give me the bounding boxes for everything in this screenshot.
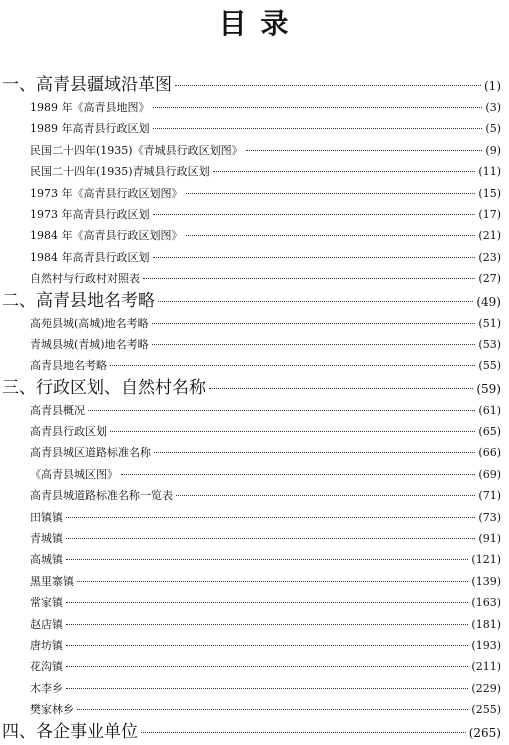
entry-title: 1973 年《高青县行政区划图》 <box>30 186 183 200</box>
toc-entry-3-14[interactable] <box>0 678 509 699</box>
entry-title: 青城镇 <box>30 532 63 546</box>
page-number: (61) <box>478 403 501 417</box>
entry-title: 高青县城区道路标准名称 <box>30 446 151 460</box>
dot-leader <box>66 688 468 689</box>
toc-entry-3-6[interactable] <box>0 507 509 528</box>
dot-leader <box>186 235 476 236</box>
page-number: (49) <box>476 294 501 309</box>
toc-entry-1-7[interactable] <box>0 225 509 246</box>
dot-leader <box>186 193 476 194</box>
page-number: (121) <box>471 553 501 567</box>
dot-leader <box>143 278 475 279</box>
toc-entry-2-2[interactable] <box>0 334 509 355</box>
page-number: (193) <box>471 638 501 652</box>
table-of-contents <box>0 74 509 744</box>
toc-entry-1-3[interactable] <box>0 140 509 161</box>
page-number: (23) <box>478 250 501 264</box>
dot-leader <box>152 323 476 324</box>
toc-entry-1-6[interactable] <box>0 204 509 225</box>
page-number: (139) <box>471 574 501 588</box>
entry-title: 樊家林乡 <box>30 703 74 717</box>
dot-leader <box>77 709 468 710</box>
dot-leader <box>66 624 468 625</box>
dot-leader <box>66 602 468 603</box>
section-title: 四、各企事业单位 <box>2 721 138 742</box>
toc-entry-1-4[interactable] <box>0 161 509 182</box>
entry-title: 民国二十四年(1935)青城县行政区划 <box>30 165 210 179</box>
entry-title: 高青县行政区划 <box>30 425 107 439</box>
toc-entry-1-9[interactable] <box>0 268 509 289</box>
page-number: (255) <box>471 703 501 717</box>
page-number: (73) <box>478 510 501 524</box>
page-number: (55) <box>478 359 501 373</box>
toc-section-3[interactable] <box>0 377 509 400</box>
dot-leader <box>153 107 483 108</box>
toc-entry-3-11[interactable] <box>0 614 509 635</box>
dot-leader <box>153 257 476 258</box>
page-number: (59) <box>476 381 501 396</box>
entry-title: 常家镇 <box>30 596 63 610</box>
toc-entry-3-1[interactable] <box>0 400 509 421</box>
entry-title: 1973 年高青县行政区划 <box>30 207 150 221</box>
entry-title: 民国二十四年(1935)《青城县行政区划图》 <box>30 143 243 157</box>
page-number: (65) <box>478 425 501 439</box>
toc-entry-3-10[interactable] <box>0 592 509 613</box>
dot-leader <box>77 581 468 582</box>
entry-title: 高青县地名考略 <box>30 359 107 373</box>
page-number: (1) <box>484 79 501 93</box>
entry-title: 高青县城道路标准名称一览表 <box>30 489 173 503</box>
page-number: (21) <box>478 229 501 243</box>
entry-title: 青城县城(青城)地名考略 <box>30 337 149 351</box>
dot-leader <box>66 559 468 560</box>
section-title: 一、高青县疆域沿革图 <box>2 75 172 95</box>
page-number: (69) <box>478 467 501 481</box>
dot-leader <box>176 495 475 496</box>
dot-leader <box>121 474 475 475</box>
toc-entry-1-2[interactable] <box>0 118 509 139</box>
toc-entry-3-12[interactable] <box>0 635 509 656</box>
dot-leader <box>110 431 475 432</box>
page-number: (229) <box>471 681 501 695</box>
entry-title: 《高青县城区图》 <box>30 467 118 481</box>
page-number: (53) <box>478 337 501 351</box>
dot-leader <box>88 410 475 411</box>
page-number: (17) <box>478 207 501 221</box>
entry-title: 1984 年《高青县行政区划图》 <box>30 229 183 243</box>
toc-entry-1-5[interactable] <box>0 183 509 204</box>
dot-leader <box>246 150 483 151</box>
entry-title: 1989 年高青县行政区划 <box>30 122 150 136</box>
entry-title: 1989 年《高青县地图》 <box>30 101 150 114</box>
page-number: (91) <box>478 532 501 546</box>
dot-leader <box>153 214 476 215</box>
section-title: 二、高青县地名考略 <box>2 290 155 311</box>
page-title: 目 录 <box>218 7 291 40</box>
dot-leader <box>213 171 476 172</box>
entry-title: 赵店镇 <box>30 617 63 631</box>
dot-leader <box>66 517 475 518</box>
entry-title: 花沟镇 <box>30 660 63 674</box>
toc-entry-3-7[interactable] <box>0 528 509 549</box>
page-number: (163) <box>471 596 501 610</box>
toc-section-2[interactable] <box>0 290 509 313</box>
dot-leader <box>141 732 466 733</box>
entry-title: 1984 年高青县行政区划 <box>30 250 150 264</box>
toc-entry-2-3[interactable] <box>0 355 509 376</box>
entry-title: 田镇镇 <box>30 510 63 524</box>
entry-title: 黑里寨镇 <box>30 574 74 588</box>
section-title: 三、行政区划、自然村名称 <box>2 377 206 398</box>
dot-leader <box>175 85 481 86</box>
toc-entry-3-13[interactable] <box>0 656 509 677</box>
dot-leader <box>66 538 475 539</box>
page-number: (211) <box>471 660 501 674</box>
entry-title: 自然村与行政村对照表 <box>30 272 140 286</box>
dot-leader <box>110 365 475 366</box>
entry-title: 高苑县城(高城)地名考略 <box>30 316 149 330</box>
dot-leader <box>153 128 483 129</box>
toc-entry-2-1[interactable] <box>0 313 509 334</box>
dot-leader <box>209 388 473 389</box>
toc-section-1[interactable] <box>0 74 509 97</box>
page-number: (11) <box>478 165 501 179</box>
toc-entry-3-2[interactable] <box>0 421 509 442</box>
dot-leader <box>66 666 468 667</box>
page-number: (3) <box>485 101 501 114</box>
dot-leader <box>152 344 476 345</box>
page-number: (66) <box>478 446 501 460</box>
page-number: (9) <box>485 143 501 157</box>
page-number: (51) <box>478 316 501 330</box>
entry-title: 木李乡 <box>30 681 63 695</box>
toc-entry-3-3[interactable] <box>0 442 509 463</box>
entry-title: 高青县概况 <box>30 403 85 417</box>
toc-entry-3-9[interactable] <box>0 571 509 592</box>
page-number: (265) <box>468 725 501 740</box>
toc-entry-3-15[interactable] <box>0 699 509 720</box>
page-number: (181) <box>471 617 501 631</box>
entry-title: 唐坊镇 <box>30 638 63 652</box>
page-number: (27) <box>478 272 501 286</box>
dot-leader <box>158 301 473 302</box>
dot-leader <box>66 645 468 646</box>
toc-section-4[interactable] <box>0 721 509 744</box>
page-number: (15) <box>478 186 501 200</box>
toc-entry-1-1[interactable] <box>0 97 509 118</box>
page-number: (71) <box>478 489 501 503</box>
toc-entry-3-4[interactable] <box>0 464 509 485</box>
page-number: (5) <box>485 122 501 136</box>
entry-title: 高城镇 <box>30 553 63 567</box>
dot-leader <box>154 452 475 453</box>
toc-entry-3-8[interactable] <box>0 549 509 570</box>
toc-entry-1-8[interactable] <box>0 247 509 268</box>
toc-entry-3-5[interactable] <box>0 485 509 506</box>
